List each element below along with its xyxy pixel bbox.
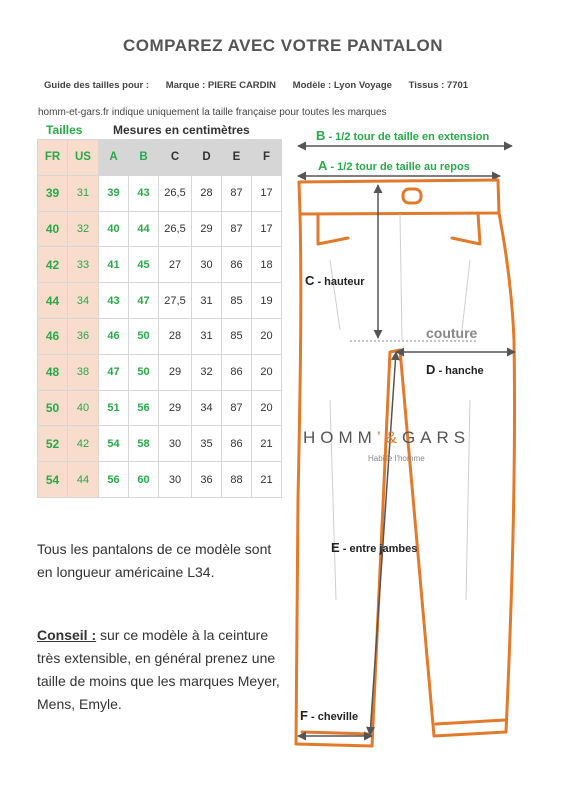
trouser-legs (296, 213, 515, 746)
cell-f: 20 (252, 354, 282, 390)
cell-c: 29 (159, 390, 192, 426)
label-e (331, 540, 417, 555)
header-us: US (68, 140, 99, 176)
label-c-letter: C (305, 273, 315, 288)
cell-f: 20 (252, 390, 282, 426)
header-fr: FR (38, 140, 68, 176)
cell-a: 54 (99, 426, 129, 462)
cell-b: 44 (129, 211, 159, 247)
label-e-letter: E (331, 540, 340, 555)
brand-logo (303, 428, 470, 448)
cell-us: 33 (68, 247, 99, 283)
cell-us: 42 (68, 426, 99, 462)
label-a-letter: A (318, 158, 328, 173)
cell-a: 39 (99, 175, 129, 211)
label-couture: couture (426, 325, 478, 341)
cell-d: 32 (192, 354, 222, 390)
advice-text: sur ce modèle à la ceinture très extensible, en général prenez une taille de moins que les marques Meyer, Mens, Emyle. (37, 627, 280, 712)
site-note: homm-et-gars.fr indique uniquement la taille française pour toutes les marques (38, 107, 387, 118)
cell-fr: 46 (38, 318, 68, 354)
cell-fr: 54 (38, 462, 68, 498)
left-pocket (318, 214, 348, 244)
cell-a: 47 (99, 354, 129, 390)
cell-e: 86 (222, 426, 252, 462)
cell-us: 32 (68, 211, 99, 247)
brand-amp: ’& (376, 428, 402, 447)
cell-e: 87 (222, 175, 252, 211)
cell-a: 40 (99, 211, 129, 247)
cell-b: 56 (129, 390, 159, 426)
header-c: C (159, 140, 192, 176)
guide-fabric: Tissus : 7701 (408, 80, 469, 91)
cell-d: 36 (192, 462, 222, 498)
label-c-text: - hauteur (314, 276, 365, 288)
cell-fr: 50 (38, 390, 68, 426)
cell-f: 21 (252, 462, 282, 498)
cell-e: 87 (222, 211, 252, 247)
trouser-outline (296, 180, 515, 746)
cell-e: 88 (222, 462, 252, 498)
cell-c: 26,5 (159, 211, 192, 247)
label-e-text: - entre jambes (339, 543, 418, 555)
cell-c: 26,5 (159, 175, 192, 211)
cell-a: 43 (99, 283, 129, 319)
cell-f: 18 (252, 247, 282, 283)
cell-fr: 42 (38, 247, 68, 283)
cell-e: 85 (222, 318, 252, 354)
label-a (318, 158, 470, 173)
header-b: B (129, 140, 159, 176)
header-f: F (252, 140, 282, 176)
label-d-letter: D (426, 362, 436, 377)
brand-tagline: Habille l'homme (368, 454, 425, 463)
cell-d: 34 (192, 390, 222, 426)
cell-c: 30 (159, 462, 192, 498)
cell-b: 60 (129, 462, 159, 498)
label-a-text: - 1/2 tour de taille au repos (327, 161, 470, 173)
cell-us: 44 (68, 462, 99, 498)
cell-d: 28 (192, 175, 222, 211)
cell-a: 41 (99, 247, 129, 283)
cell-b: 50 (129, 318, 159, 354)
cell-e: 86 (222, 354, 252, 390)
right-pocket (452, 213, 480, 244)
cell-b: 45 (129, 247, 159, 283)
cell-fr: 44 (38, 283, 68, 319)
left-hem (302, 732, 370, 734)
cell-b: 47 (129, 283, 159, 319)
cell-c: 27 (159, 247, 192, 283)
cell-d: 30 (192, 247, 222, 283)
cell-e: 87 (222, 390, 252, 426)
header-d: D (192, 140, 222, 176)
cell-a: 51 (99, 390, 129, 426)
waist-button-icon (403, 189, 421, 203)
cell-us: 31 (68, 175, 99, 211)
cell-us: 38 (68, 354, 99, 390)
cell-f: 19 (252, 283, 282, 319)
cell-a: 56 (99, 462, 129, 498)
cell-c: 28 (159, 318, 192, 354)
label-f-letter: F (300, 708, 308, 723)
mesures-heading: Mesures en centimètres (113, 123, 250, 137)
cell-f: 17 (252, 175, 282, 211)
cell-us: 36 (68, 318, 99, 354)
cell-us: 34 (68, 283, 99, 319)
tailles-heading: Tailles (46, 123, 83, 137)
cell-c: 27,5 (159, 283, 192, 319)
cell-c: 30 (159, 426, 192, 462)
cell-us: 40 (68, 390, 99, 426)
brand-right: GARS (401, 428, 471, 447)
label-b (316, 128, 489, 143)
cell-a: 46 (99, 318, 129, 354)
cell-d: 31 (192, 318, 222, 354)
cell-c: 29 (159, 354, 192, 390)
label-b-text: - 1/2 tour de taille en extension (325, 131, 490, 143)
label-c (305, 273, 365, 288)
label-b-letter: B (316, 128, 326, 143)
cell-fr: 48 (38, 354, 68, 390)
guide-model: Modèle : Lyon Voyage (292, 80, 392, 91)
guide-brand: Marque : PIERE CARDIN (165, 80, 277, 91)
right-hem (436, 720, 505, 724)
label-f (300, 708, 358, 723)
length-paragraph: Tous les pantalons de ce modèle sont en longueur américaine L34. (37, 541, 272, 580)
cell-fr: 52 (38, 426, 68, 462)
cell-d: 31 (192, 283, 222, 319)
cell-fr: 39 (38, 175, 68, 211)
advice-lead: Conseil : (37, 627, 97, 643)
guide-label: Guide des tailles pour : (44, 80, 150, 91)
cell-b: 50 (129, 354, 159, 390)
cell-f: 17 (252, 211, 282, 247)
cell-d: 35 (192, 426, 222, 462)
header-e: E (222, 140, 252, 176)
cell-b: 58 (129, 426, 159, 462)
label-d-text: - hanche (435, 365, 484, 377)
cell-e: 86 (222, 247, 252, 283)
header-a: A (99, 140, 129, 176)
cell-f: 21 (252, 426, 282, 462)
page-title: COMPAREZ AVEC VOTRE PANTALON (123, 36, 443, 55)
cell-d: 29 (192, 211, 222, 247)
label-f-text: - cheville (307, 711, 359, 723)
waistband (299, 180, 499, 214)
cell-f: 20 (252, 318, 282, 354)
label-d (426, 362, 484, 377)
brand-left: HOMM (303, 428, 377, 447)
cell-e: 85 (222, 283, 252, 319)
cell-b: 43 (129, 175, 159, 211)
cell-fr: 40 (38, 211, 68, 247)
